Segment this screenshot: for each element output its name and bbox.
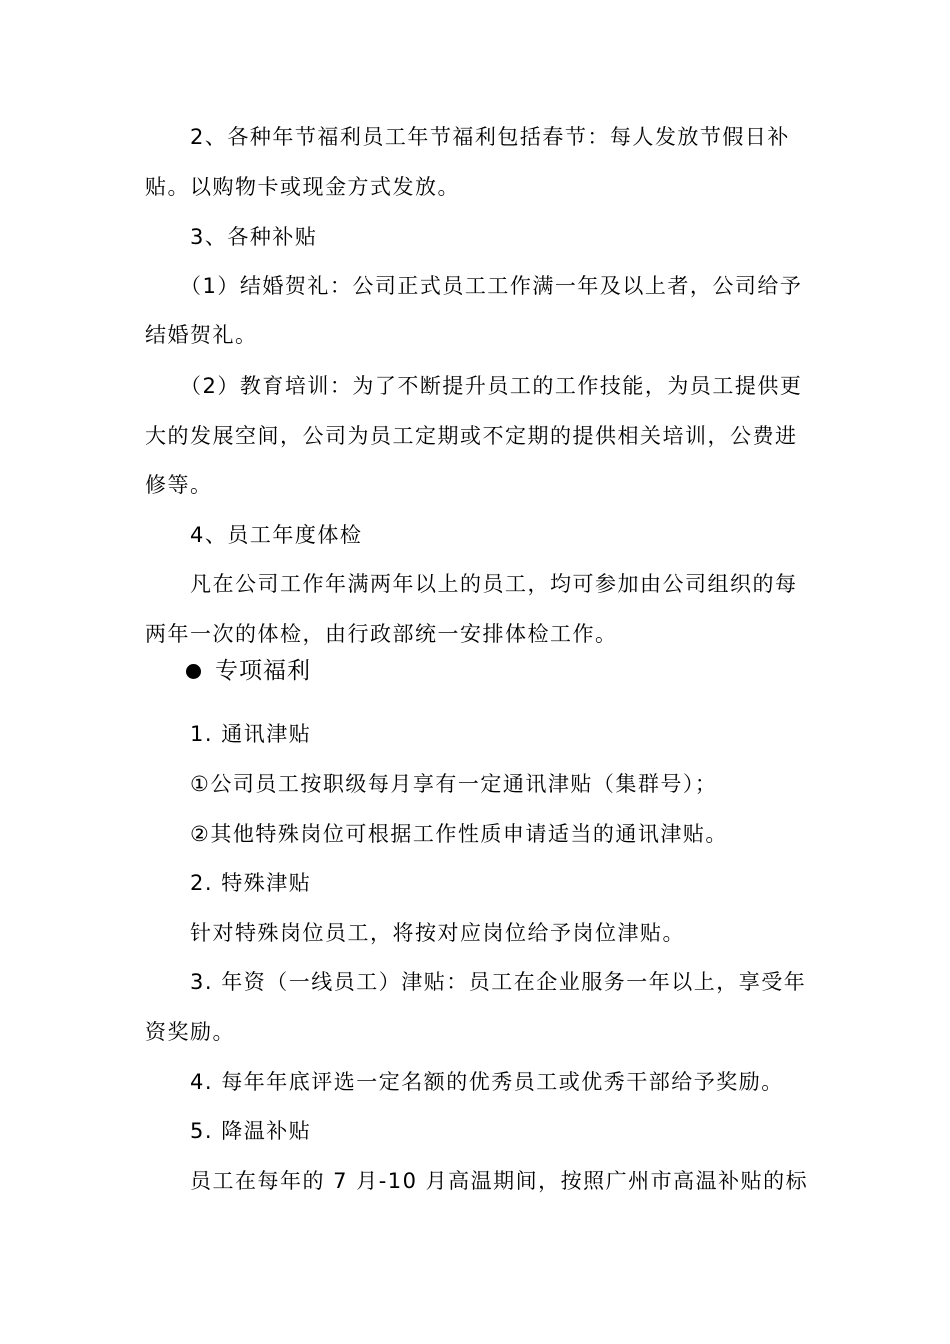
paragraph-line: 修等。 [145, 473, 213, 497]
bullet-icon [186, 664, 201, 679]
paragraph-line: 结婚贺礼。 [145, 323, 258, 347]
special-benefits-heading: 专项福利 [215, 658, 311, 684]
paragraph-line: ②其他特殊岗位可根据工作性质申请适当的通讯津贴。 [190, 822, 728, 846]
section-heading: 3、各种补贴 [190, 225, 318, 249]
paragraph-line: 凡在公司工作年满两年以上的员工，均可参加由公司组织的每 [190, 572, 798, 596]
paragraph-line: 针对特殊岗位员工，将按对应岗位给予岗位津贴。 [190, 921, 685, 945]
paragraph-line: 2、各种年节福利员工年节福利包括春节：每人发放节假日补 [190, 125, 790, 149]
section-heading: 4、员工年度体检 [190, 523, 363, 547]
paragraph-line: （2）教育培训：为了不断提升员工的工作技能，为员工提供更 [180, 374, 803, 398]
section-heading: 2. 特殊津贴 [190, 871, 312, 895]
paragraph-line: 员工在每年的 7 月-10 月高温期间，按照广州市高温补贴的标 [190, 1169, 809, 1193]
paragraph-line: 资奖励。 [145, 1020, 235, 1044]
paragraph-line: 4. 每年年底评选一定名额的优秀员工或优秀干部给予奖励。 [190, 1070, 784, 1094]
paragraph-line: ①公司员工按职级每月享有一定通讯津贴（集群号）； [190, 772, 718, 796]
paragraph-line: 大的发展空间，公司为员工定期或不定期的提供相关培训，公费进 [145, 424, 798, 448]
paragraph-line: （1）结婚贺礼：公司正式员工工作满一年及以上者，公司给予 [180, 274, 803, 298]
paragraph-line: 两年一次的体检，由行政部统一安排体检工作。 [145, 622, 618, 646]
section-heading: 5. 降温补贴 [190, 1119, 312, 1143]
paragraph-line: 贴。以购物卡或现金方式发放。 [145, 175, 460, 199]
section-heading: 1. 通讯津贴 [190, 722, 312, 746]
paragraph-line: 3. 年资（一线员工）津贴：员工在企业服务一年以上，享受年 [190, 970, 807, 994]
